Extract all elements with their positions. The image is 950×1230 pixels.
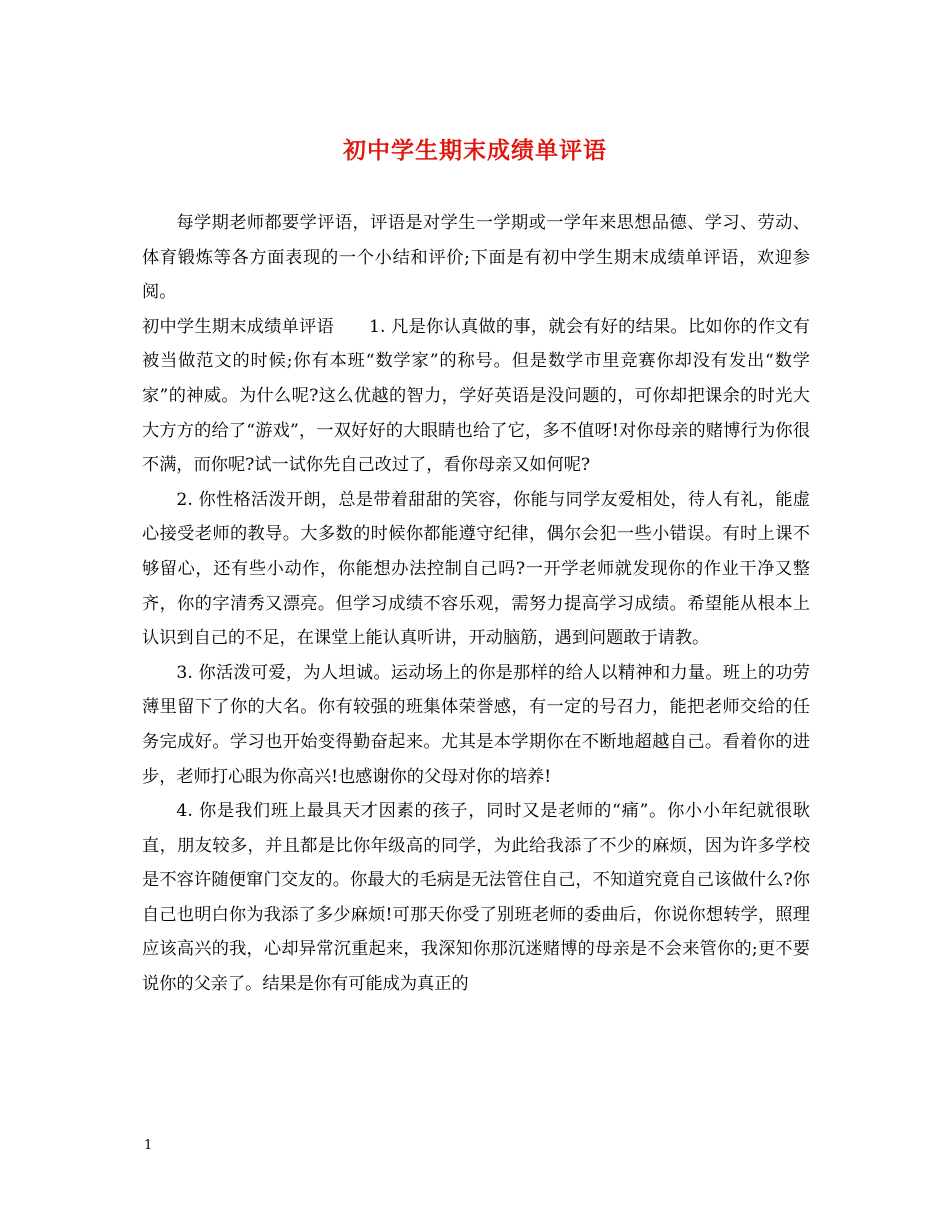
- comment-paragraph-3: 3. 你活泼可爱，为人坦诚。运动场上的你是那样的给人以精神和力量。班上的功劳薄里留下了你的大名。你有较强的班集体荣誉感，有一定的号召力，能把老师交给的任务完成好。学习也开始变得勤奋起来。尤其是本学期你在不断地超越自己。看着你的进步，老师打心眼为你高兴!也感谢你的父母对你的培养!: [142, 662, 810, 787]
- page-number: 1: [144, 1138, 153, 1153]
- comment-paragraph-4: 4. 你是我们班上最具天才因素的孩子，同时又是老师的“痛”。你小小年纪就很耿直，朋友较多，并且都是比你年级高的同学，为此给我添了不少的麻烦，因为许多学校是不容许随便窜门交友的。你最大的毛病是无法管住自己，不知道究竟自己该做什么?你自己也明白你为我添了多少麻烦!可那天你受了别班老师的委曲后，你说你想转学，照理应该高兴的我，心却异常沉重起来，我深知你那沉迷赌博的母亲是不会来管你的;更不要说你的父亲了。结果是你有可能成为真正的: [142, 801, 810, 995]
- document-body: [142, 206, 810, 1002]
- document-title: 初中学生期末成绩单评语: [343, 137, 607, 164]
- comment-paragraph-2: 2. 你性格活泼开朗，总是带着甜甜的笑容，你能与同学友爱相处，待人有礼，能虚心接受老师的教导。大多数的时候你都能遵守纪律，偶尔会犯一些小错误。有时上课不够留心，还有些小动作，你能想办法控制自己吗?一开学老师就发现你的作业干净又整齐，你的字清秀又漂亮。但学习成绩不容乐观，需努力提高学习成绩。希望能从根本上认识到自己的不足，在课堂上能认真听讲，开动脑筋，遇到问题敢于请教。: [142, 489, 810, 649]
- intro-paragraph: 每学期老师都要学评语，评语是对学生一学期或一学年来思想品德、学习、劳动、体育锻炼等各方面表现的一个小结和评价;下面是有初中学生期末成绩单评语，欢迎参阅。: [142, 213, 810, 303]
- comment-paragraph-1: 初中学生期末成绩单评语 1. 凡是你认真做的事，就会有好的结果。比如你的作文有被当做范文的时候;你有本班“数学家”的称号。但是数学市里竞赛你却没有发出“数学家”的神威。为什么呢?这么优越的智力，学好英语是没问题的，可你却把课余的时光大大方方的给了“游戏”，一双好好的大眼睛也给了它，多不值呀!对你母亲的赌博行为你很不满，而你呢?试一试你先自己改过了，看你母亲又如何呢?: [142, 316, 810, 476]
